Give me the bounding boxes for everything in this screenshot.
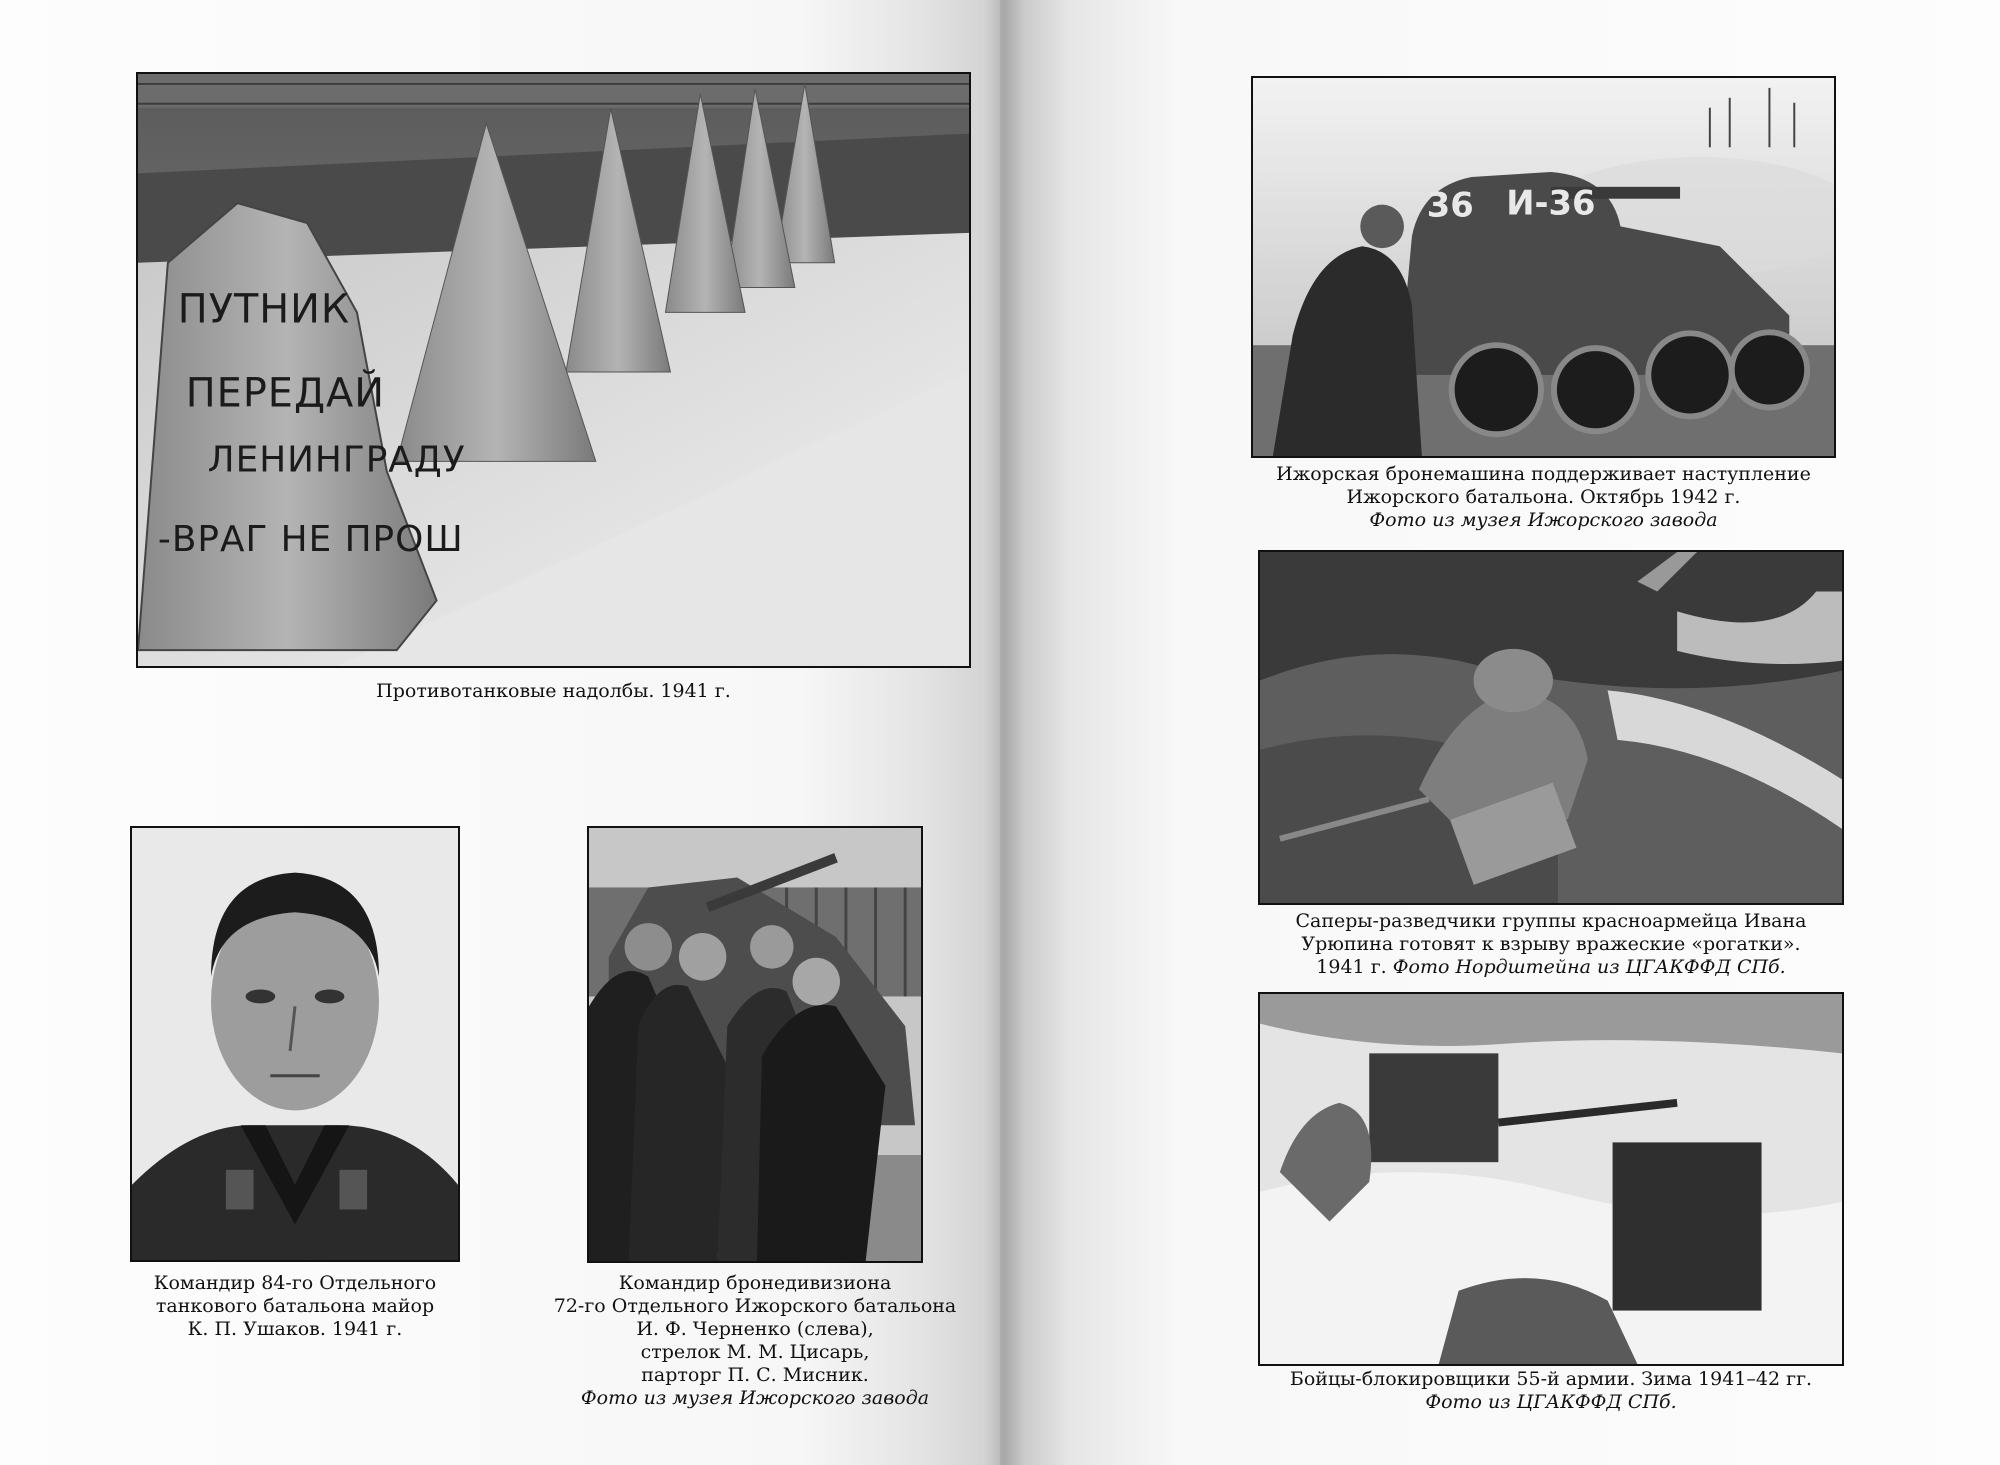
photo-sappers <box>1258 550 1844 905</box>
inscription-line-3: ЛЕНИНГРАДУ <box>207 439 466 481</box>
vehicle-marking-left: 36 <box>1426 185 1474 225</box>
caption-line: Саперы-разведчики группы красноармейца Ивана <box>1295 910 1807 932</box>
caption-armored-car <box>1221 463 1866 532</box>
caption-line: Командир бронедивизиона <box>618 1272 892 1294</box>
photo-armored-car <box>1251 76 1836 458</box>
photo-blockade-soldiers <box>1258 992 1844 1366</box>
caption-line: И. Ф. Черненко (слева), <box>636 1318 874 1340</box>
caption-line: парторг П. С. Мисник. <box>641 1364 869 1386</box>
caption-line: танкового батальона майор <box>155 1295 435 1317</box>
photo-credit: Фото из музея Ижорского завода <box>580 1387 930 1409</box>
inscription-line-1: ПУТНИК <box>177 286 351 333</box>
photo-dragon-teeth <box>136 72 971 668</box>
caption-line: Бойцы-блокировщики 55-й армии. Зима 1941–42 гг. <box>1289 1368 1813 1390</box>
caption-portrait-ushakov <box>105 1272 485 1341</box>
photo-credit: Фото из ЦГАКФФД СПб. <box>1425 1391 1677 1413</box>
caption-line: К. П. Ушаков. 1941 г. <box>187 1318 403 1340</box>
caption-line: Ижорского батальона. Октябрь 1942 г. <box>1346 486 1741 508</box>
caption-line: Ижорская бронемашина поддерживает наступление <box>1276 463 1811 485</box>
caption-line: Противотанковые надолбы. 1941 г. <box>376 680 731 702</box>
caption-line: Урюпина готовят к взрыву вражеские «рогатки». <box>1301 933 1801 955</box>
photo-credit: Фото Нордштейна из ЦГАКФФД СПб. <box>1392 956 1786 978</box>
photo-tankmen-group <box>587 826 923 1263</box>
caption-line: стрелок М. М. Цисарь, <box>640 1341 870 1363</box>
photo-credit: Фото из музея Ижорского завода <box>1369 509 1718 531</box>
caption-dragon-teeth <box>136 680 971 703</box>
book-gutter <box>985 0 1025 1465</box>
caption-line: 1941 г. <box>1316 956 1393 978</box>
caption-tankmen-group <box>530 1272 980 1410</box>
caption-sappers <box>1221 910 1881 979</box>
vehicle-marking-right: И-36 <box>1506 183 1596 223</box>
inscription-line-2: ПЕРЕДАЙ <box>185 370 386 417</box>
photo-portrait-ushakov <box>130 826 460 1262</box>
caption-line: Командир 84-го Отдельного <box>153 1272 437 1294</box>
inscription-line-4: -ВРАГ НЕ ПРОШ <box>157 518 464 560</box>
caption-line: 72-го Отдельного Ижорского батальона <box>553 1295 957 1317</box>
caption-blockade-soldiers <box>1221 1368 1881 1414</box>
